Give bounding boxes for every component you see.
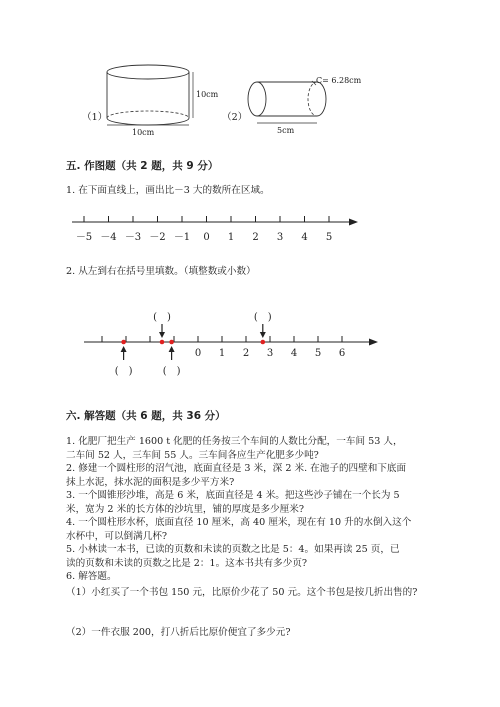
question-line: 1. 化肥厂把生产 1600 t 化肥的任务按三个车间的人数比分配，一车间 53 人， (66, 436, 403, 447)
question-line: 5. 小林读一本书，已读的页数和未读的页数之比是 5：4。如果再读 25 页，已 (66, 544, 400, 555)
arrow-down-icon (159, 332, 165, 338)
red-point (160, 340, 165, 345)
figure-2-circumference: C= 6.28cm (316, 76, 362, 85)
tick-label: 5 (325, 232, 333, 243)
tick-label: －3 (124, 232, 142, 243)
arrow-icon (369, 339, 378, 346)
tick-label: 2 (242, 348, 250, 359)
tick-label: 1 (227, 232, 235, 243)
tick-label: －1 (173, 232, 191, 243)
tick-label: 3 (276, 232, 284, 243)
section-5-question-1: 1. 在下面直线上，画出比－3 大的数所在区域。 (66, 185, 270, 196)
figure-2-length: 5cm (277, 126, 295, 135)
question-line: 二车间 52 人，三车间 55 人。三车间各应生产化肥多少吨? (66, 449, 319, 461)
red-point (121, 340, 126, 345)
answer-blank: ( ) (162, 366, 181, 377)
sub-question-2: （2）一件衣服 200，打八折后比原价便宜了多少元? (66, 627, 291, 638)
question-line: 读的页数和未读的页数之比是 2：1。这本书共有多少页? (66, 557, 308, 569)
tick-label: 2 (252, 232, 259, 243)
figure-1-label: （1） (82, 112, 108, 123)
answer-blank: ( ) (114, 366, 133, 377)
red-point (261, 340, 266, 345)
question-line: 抹上水泥，抹水泥的面积是多少平方米? (66, 476, 235, 488)
answer-blank: ( ) (253, 312, 272, 323)
arrow-up-icon (121, 346, 127, 352)
red-point (169, 340, 174, 345)
figure-1-height: 10cm (196, 90, 219, 99)
question-line: 米，宽为 2 米的长方体的沙坑里，铺的厚度是多少厘米? (66, 503, 305, 515)
cylinder-figures (0, 55, 500, 140)
tick-label: 4 (301, 232, 308, 243)
tick-label: 4 (290, 348, 298, 359)
tick-label: －5 (75, 232, 93, 243)
arrow-up-icon (169, 346, 175, 352)
question-line: 水杯中，可以倒满几杯? (66, 530, 168, 542)
tick-label: 1 (218, 348, 226, 359)
question-line: 3. 一个圆锥形沙堆，高是 6 米，底面直径是 4 米。把这些沙子铺在一个长为 5 (66, 490, 400, 501)
sub-question-1: （1）小红买了一个书包 150 元，比原价少花了 50 元。这个书包是按几折出售的? (66, 587, 418, 598)
question-line: 6. 解答题。 (66, 571, 117, 582)
tick-label: －2 (149, 232, 166, 243)
question-line: 2. 修建一个圆柱形的沼气池，底面直径是 3 米，深 2 米. 在池子的四壁和下底面 (66, 463, 407, 474)
figure-1-diameter: 10cm (132, 128, 155, 137)
figure-2-label: （2） (222, 112, 248, 123)
tick-label: 6 (338, 348, 346, 359)
question-line: 4. 一个圆柱形水杯，底面直径 10 厘米，高 40 厘米，现在有 10 升的水倒入这个 (66, 517, 412, 528)
tick-label: 0 (203, 232, 210, 243)
tick-label: 3 (266, 348, 274, 359)
tick-label: 5 (314, 348, 322, 359)
arrow-down-icon (260, 332, 266, 338)
arrow-icon (349, 219, 358, 226)
number-line-1 (0, 210, 500, 250)
tick-label: 0 (194, 348, 202, 359)
answer-blank: ( ) (153, 312, 171, 323)
section-5-question-2: 2. 从左到右在括号里填数。（填整数或小数） (66, 266, 256, 277)
section-5-heading: 五. 作图题（共 2 题，共 9 分） (66, 160, 219, 172)
number-line-2 (0, 300, 500, 385)
section-6-heading: 六. 解答题（共 6 题，共 36 分） (66, 410, 226, 422)
tick-label: －4 (100, 232, 117, 243)
